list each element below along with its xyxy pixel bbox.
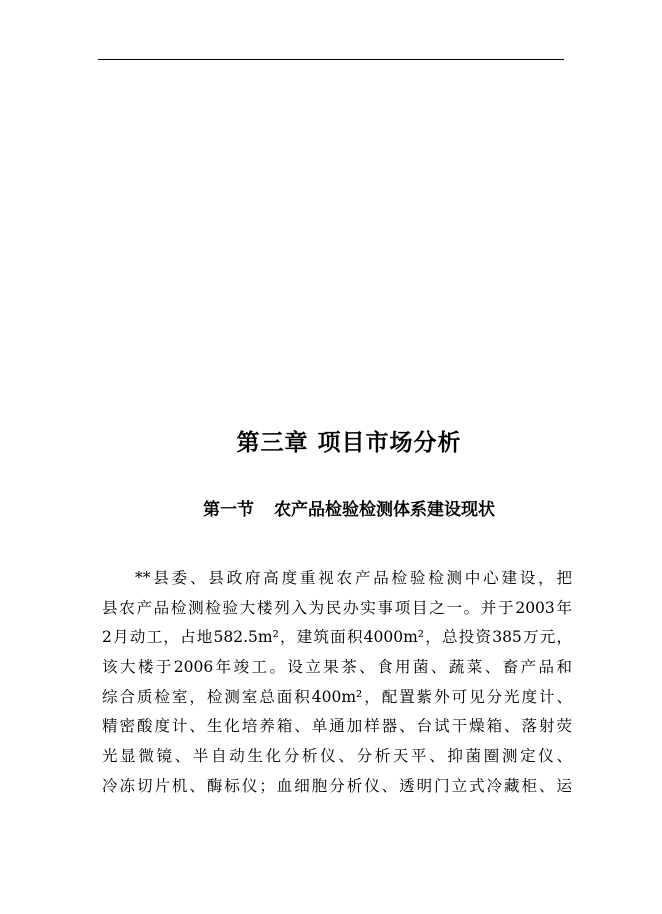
paragraph-line: 精密酸度计、生化培养箱、单通加样器、台试干燥箱、落射荧 — [102, 717, 572, 736]
paragraph-line: 综合质检室，检测室总面积400m²，配置紫外可见分光度计、 — [102, 687, 572, 706]
paragraph-line: 光显微镜、半自动生化分析仪、分析天平、抑菌圈测定仪、 — [102, 747, 572, 766]
paragraph-line: 县农产品检测检验大楼列入为民办实事项目之一。并于2003年 — [102, 598, 572, 617]
section-number: 第一节 — [203, 500, 254, 520]
paragraph-line: 2月动工，占地582.5m²，建筑面积4000m²，总投资385万元， — [102, 628, 572, 647]
chapter-title: 第三章 项目市场分析 — [236, 430, 462, 456]
paragraph-line: 该大楼于2006年竣工。设立果茶、食用菌、蔬菜、畜产品和 — [102, 658, 572, 677]
paragraph-line: 冷冻切片机、酶标仪；血细胞分析仪、透明门立式冷藏柜、运 — [102, 776, 572, 795]
section-heading — [0, 495, 662, 520]
section-title: 农产品检验检测体系建设现状 — [274, 500, 495, 520]
paragraph-line: **县委、县政府高度重视农产品检验检测中心建设，把 — [135, 569, 572, 587]
body-paragraph — [102, 564, 572, 802]
header-rule — [98, 59, 564, 60]
